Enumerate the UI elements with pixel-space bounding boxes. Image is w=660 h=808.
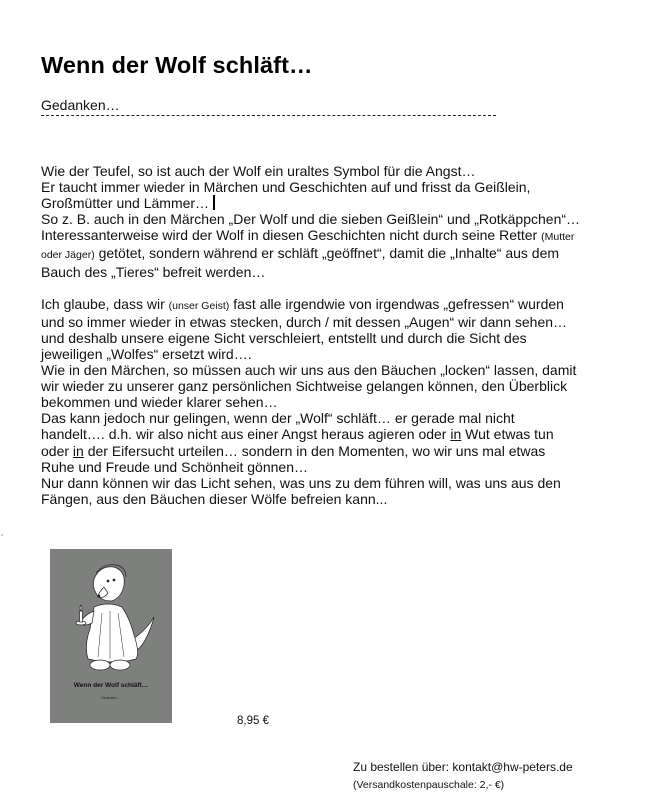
subtitle: Gedanken…: [41, 97, 120, 113]
text-span: Interessanterweise wird der Wolf in diesen Geschichten nicht durch seine Retter: [41, 227, 542, 244]
order-info: Zu bestellen über: kontakt@hw-peters.de: [353, 760, 573, 774]
text-span: wir wieder zu unserer ganz persönlichen Sichtweise gelangen können, den Überblick: [41, 378, 568, 395]
text-span: getötet, sondern während er schläft „geöffnet“, damit die „Inhalte“ aus dem: [94, 245, 560, 262]
dashed-divider: [41, 115, 496, 116]
text-span: Fängen, aus den Bäuchen dieser Wölfe befreien kann...: [41, 490, 388, 507]
paragraph-gap: [41, 280, 656, 296]
text-cursor: [213, 195, 215, 210]
text-span: Großmütter und Lämmer…: [41, 195, 210, 212]
text-line: [41, 362, 656, 378]
text-line: [41, 179, 656, 195]
text-line: [41, 394, 656, 410]
text-span: bekommen und wieder klarer sehen…: [41, 394, 278, 411]
shipping-info: (Versandkostenpauschale: 2,- €): [353, 779, 505, 791]
book-price: 8,95 €: [237, 715, 269, 727]
page-title: Wenn der Wolf schläft…: [41, 52, 313, 78]
text-span: der Eifersucht urteilen… sondern in den Momenten, wo wir uns mal etwas: [83, 442, 546, 459]
text-span: Wie der Teufel, so ist auch der Wolf ein uraltes Symbol für die Angst…: [41, 163, 476, 179]
text-line: [41, 227, 656, 245]
article-body: [41, 163, 656, 507]
text-span: Das kann jedoch nur gelingen, wenn der „Wolf“ schläft… er gerade mal nicht: [41, 410, 515, 427]
text-line: [41, 410, 656, 426]
small-note: oder Jäger): [41, 249, 95, 262]
text-span: Wie in den Märchen, so müssen auch wir uns aus den Bäuchen „locken“ lassen, damit: [41, 362, 577, 379]
cover-title: Wenn der Wolf schläft…: [73, 682, 149, 689]
text-span: Nur dann können wir das Licht sehen, was uns zu dem führen will, was uns aus den: [41, 474, 561, 491]
small-note: (unser Geist): [168, 299, 230, 312]
text-span: Ich glaube, dass wir: [41, 295, 169, 312]
text-line: [41, 443, 656, 459]
text-line: [41, 346, 656, 362]
text-line: [41, 245, 656, 263]
text-line: [41, 195, 656, 211]
text-span: Ruhe und Freude und Schönheit gönnen…: [41, 458, 308, 475]
text-span: fast alle irgendwie von irgendwas „gefressen“ wurden: [229, 295, 564, 312]
small-note: (Mutter: [541, 231, 575, 244]
stray-mark: [1, 534, 3, 536]
text-span: und so immer wieder in etwas stecken, durch / mit dessen „Augen“ wir dann sehen…: [41, 313, 568, 330]
text-line: [41, 475, 656, 491]
underlined-word: in: [450, 426, 462, 443]
text-span: oder: [41, 442, 73, 459]
text-span: handelt…. d.h. wir also nicht aus einer Angst heraus agieren oder: [41, 426, 451, 443]
text-line: [41, 491, 656, 507]
text-span: jeweiligen „Wolfes“ ersetzt wird….: [41, 345, 252, 362]
text-line: [41, 459, 656, 475]
text-span: Wut etwas tun: [461, 426, 554, 443]
text-line: [41, 314, 656, 330]
cover-subtitle: Gedanken…: [101, 696, 121, 700]
text-span: So z. B. auch in den Märchen „Der Wolf und die sieben Geißlein“ und „Rotkäppchen“…: [41, 211, 581, 228]
text-line: [41, 264, 656, 280]
text-span: Er taucht immer wieder in Märchen und Geschichten auf und frisst da Geißlein,: [41, 179, 531, 196]
text-line: [41, 378, 656, 394]
text-line: [41, 296, 656, 314]
text-line: [41, 426, 656, 442]
text-span: Bauch des „Tieres“ befreit werden…: [41, 263, 266, 280]
text-line: [41, 163, 656, 179]
underlined-word: in: [72, 442, 84, 459]
text-line: [41, 330, 656, 346]
book-cover: [50, 549, 172, 723]
text-span: und deshalb unsere eigene Sicht verschleiert, entstellt und durch die Sicht des: [41, 329, 527, 346]
text-line: [41, 211, 656, 227]
